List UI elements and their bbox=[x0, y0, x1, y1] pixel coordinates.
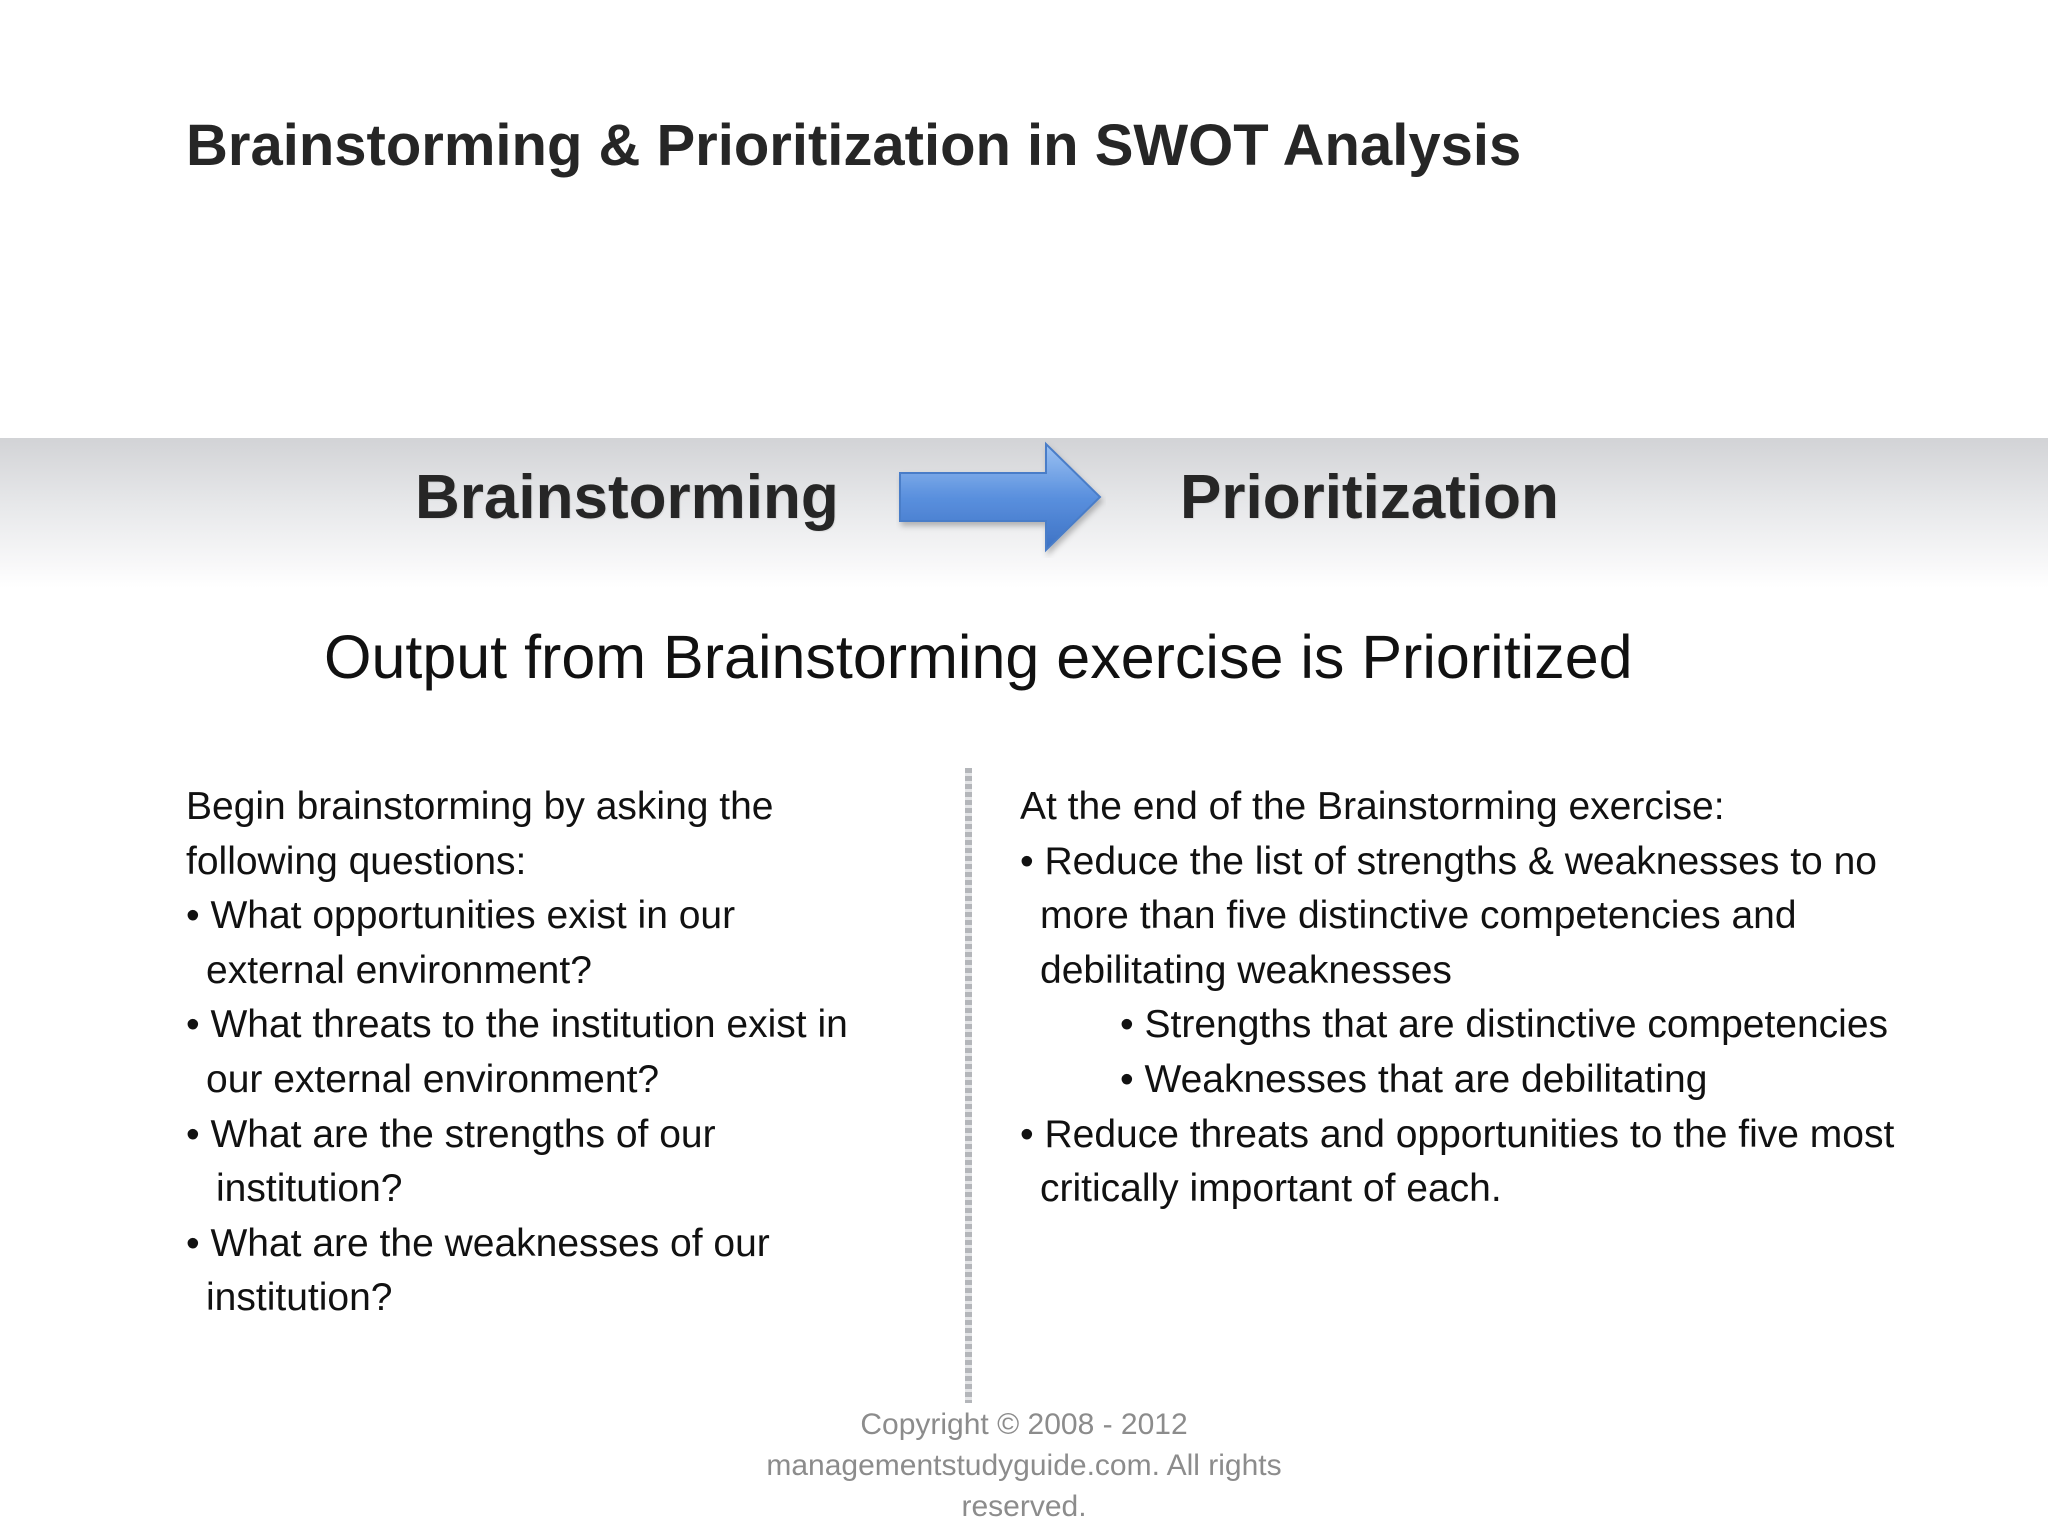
bullet-continuation: our external environment? bbox=[206, 1057, 660, 1101]
sub-bullet-item: • Weaknesses that are debilitating bbox=[1120, 1057, 1708, 1101]
bullet-continuation: more than five distinctive competencies and bbox=[1040, 894, 1797, 938]
bullet-continuation: institution? bbox=[216, 1167, 403, 1211]
bullet-continuation: external environment? bbox=[206, 948, 592, 992]
bullet-item: • What threats to the institution exist in bbox=[186, 1003, 848, 1047]
brainstorming-questions bbox=[186, 780, 926, 1326]
bullet-item: • Reduce threats and opportunities to the five most bbox=[1020, 1112, 1895, 1156]
subtitle: Output from Brainstorming exercise is Prioritized bbox=[324, 623, 1633, 691]
arrow-shape bbox=[900, 444, 1100, 550]
right-arrow-icon bbox=[896, 440, 1106, 558]
footer-line: reserved. bbox=[961, 1490, 1087, 1523]
footer-line: managementstudyguide.com. All rights bbox=[766, 1449, 1282, 1482]
bullet-continuation: institution? bbox=[206, 1276, 393, 1320]
footer-line: Copyright © 2008 - 2012 bbox=[860, 1408, 1188, 1441]
bullet-continuation: debilitating weaknesses bbox=[1040, 948, 1452, 992]
brainstorming-label: Brainstorming bbox=[415, 463, 839, 532]
text-line: At the end of the Brainstorming exercise: bbox=[1020, 785, 1725, 828]
column-divider bbox=[965, 768, 972, 1403]
bullet-continuation: critically important of each. bbox=[1040, 1167, 1502, 1211]
text-line: following questions: bbox=[186, 839, 527, 883]
bullet-item: • Reduce the list of strengths & weaknesses to no bbox=[1020, 839, 1877, 883]
bullet-item: • What opportunities exist in our bbox=[186, 894, 736, 938]
prioritization-label: Prioritization bbox=[1180, 463, 1559, 532]
text-line: Begin brainstorming by asking the bbox=[186, 785, 774, 828]
slide-title: Brainstorming & Prioritization in SWOT Analysis bbox=[186, 113, 1522, 178]
sub-bullet-item: • Strengths that are distinctive competencies bbox=[1120, 1003, 1889, 1047]
copyright-footer bbox=[724, 1404, 1324, 1527]
bullet-item: • What are the weaknesses of our bbox=[186, 1221, 770, 1265]
prioritization-steps bbox=[1020, 780, 2020, 1217]
bullet-item: • What are the strengths of our bbox=[186, 1112, 716, 1156]
